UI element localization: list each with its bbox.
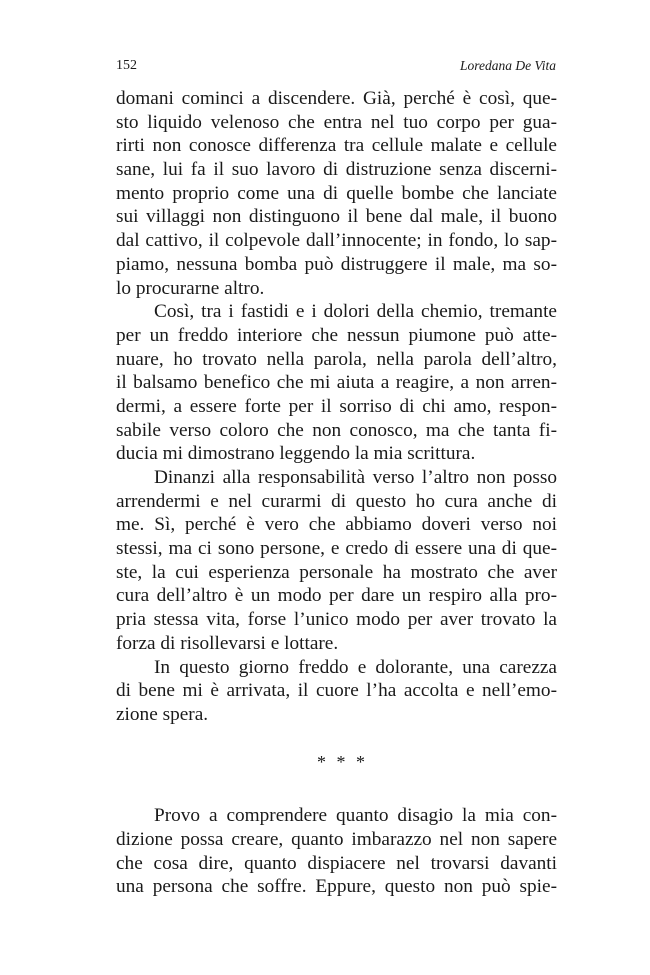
text-line: ste, la cui esperienza personale ha mostrato che aver <box>116 561 557 583</box>
section-gap <box>116 774 557 804</box>
text-line: forza di risollevarsi e lottare. <box>116 632 339 654</box>
section-gap <box>116 727 557 751</box>
text-line: sui villaggi non distinguono il bene dal male, il buono <box>116 206 557 228</box>
text-line: nuare, ho trovato nella parola, nella parola dell’altro, <box>116 348 557 370</box>
page-number: 152 <box>116 58 137 73</box>
text-line: zione spera. <box>116 703 209 725</box>
text-line: il balsamo benefico che mi aiuta a reagire, a non arren- <box>116 372 557 394</box>
text-line: Provo a comprendere quanto disagio la mia con- <box>154 805 557 827</box>
text-line: Dinanzi alla responsabilità verso l’altro non posso <box>154 467 557 488</box>
text-line: arrendermi e nel curarmi di questo ho cura anche di <box>116 490 557 512</box>
text-line: piamo, nessuna bomba può distruggere il male, ma so- <box>116 253 557 275</box>
text-line: dermi, a essere forte per il sorriso di chi amo, respon- <box>116 395 557 417</box>
running-head-author: Loredana De Vita <box>460 58 556 73</box>
text-line: sto liquido velenoso che entra nel tuo corpo per gua- <box>116 111 557 133</box>
text-line: In questo giorno freddo e dolorante, una carezza <box>154 656 557 678</box>
text-line: sane, lui fa il suo lavoro di distruzione senza discerni- <box>116 159 557 181</box>
text-line: cura dell’altro è un modo per dare un respiro alla pro- <box>116 585 557 607</box>
section-separator: * * * <box>317 751 368 772</box>
running-head <box>116 56 556 76</box>
text-line: dal cattivo, il colpevole dall’innocente; in fondo, lo sap- <box>116 230 557 252</box>
text-line: sabile verso coloro che non conosco, ma che tanta fi- <box>116 419 557 441</box>
text-line: Così, tra i fastidi e i dolori della chemio, tremante <box>154 301 557 323</box>
text-line: una persona che soffre. Eppure, questo non può spie- <box>116 876 557 898</box>
text-line: rirti non conosce differenza tra cellule malate e cellule <box>116 135 557 157</box>
text-line: mento proprio come una di quelle bombe che lanciate <box>116 182 557 204</box>
text-line: dizione possa creare, quanto imbarazzo nel non sapere <box>116 828 557 850</box>
text-line: di bene mi è arrivata, il cuore l’ha accolta e nell’emo- <box>116 680 557 702</box>
text-line: per un freddo interiore che nessun piumone può atte- <box>116 324 557 346</box>
text-line: me. Sì, perché è vero che abbiamo doveri verso noi <box>116 514 557 536</box>
text-line: lo procurarne altro. <box>116 277 265 299</box>
text-line: stessi, ma ci sono persone, e credo di essere una di que- <box>116 538 557 560</box>
text-line: domani cominci a discendere. Già, perché è così, que- <box>116 88 557 109</box>
text-line: pria stessa vita, forse l’unico modo per aver trovato la <box>116 609 557 631</box>
text-line: ducia mi dimostrano leggendo la mia scrittura. <box>116 443 476 465</box>
text-line: che cosa dire, quanto dispiacere nel trovarsi davanti <box>116 852 557 874</box>
body-text <box>116 87 557 899</box>
